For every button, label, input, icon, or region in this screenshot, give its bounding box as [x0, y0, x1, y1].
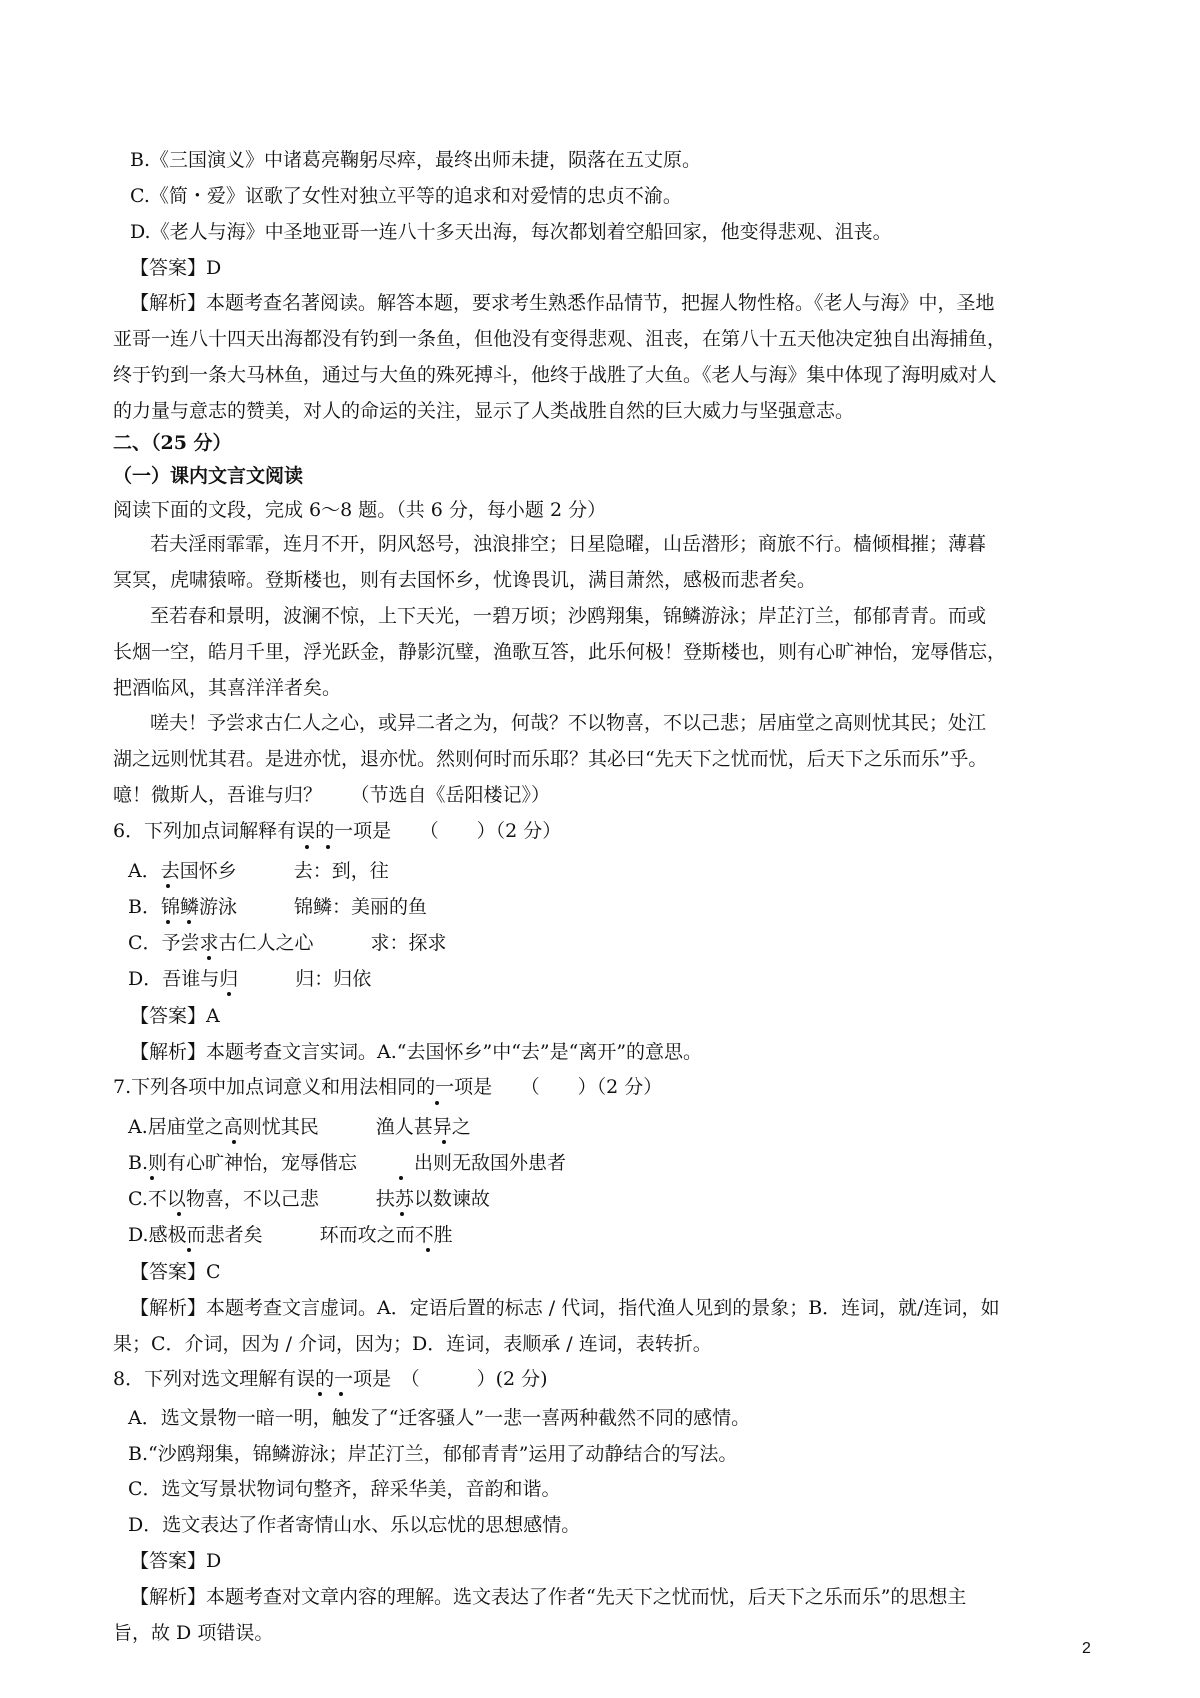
passage-line: 至若春和景明，波澜不惊，上下天光，一碧万顷；沙鸥翔集，锦鳞游泳；岸芷汀兰，郁郁青青。而或	[150, 605, 987, 627]
emphasis-dot	[339, 1392, 343, 1396]
analysis-line: 【解析】本题考查文言实词。A.“去国怀乡”中“去”是“离开”的意思。	[130, 1041, 703, 1063]
emphasis-dot	[435, 1101, 439, 1105]
question-8: 8．下列对选文理解有误的一项是 （ ）(2 分)	[113, 1368, 548, 1390]
question-6-option-d: D．吾谁与归 归：归依	[128, 968, 372, 990]
question-7-option-b: B.则有心旷神怡，宠辱偕忘 出则无敌国外患者	[128, 1152, 567, 1174]
question-7-option-c: C.不以物喜，不以己悲 扶苏以数谏故	[128, 1188, 490, 1210]
passage-line: 湖之远则忧其君。是进亦忧，退亦忧。然则何时而乐耶？其必曰“先天下之忧而忧，后天下之乐而乐”乎。	[113, 748, 988, 770]
emphasis-dot	[399, 1176, 403, 1180]
question-6-option-a: A．去国怀乡 去：到，往	[128, 860, 389, 882]
emphasis-dot	[150, 1176, 154, 1180]
analysis-line: 旨，故 D 项错误。	[113, 1622, 274, 1644]
emphasis-dot	[400, 1212, 404, 1216]
analysis-line: 果；C．介词，因为 / 介词，因为；D．连词，表顺承 / 连词，表转折。	[113, 1333, 712, 1355]
emphasis-dot	[227, 992, 231, 996]
passage-line: 把酒临风，其喜洋洋者矣。	[113, 677, 342, 699]
passage-line: 长烟一空，皓月千里，浮光跃金，静影沉璧，渔歌互答，此乐何极！登斯楼也，则有心旷神怡，宠辱偕忘，	[113, 641, 1007, 663]
emphasis-dot	[232, 1140, 236, 1144]
emphasis-dot	[166, 920, 170, 924]
question-7: 7.下列各项中加点词意义和用法相同的一项是 （ ）（2 分）	[113, 1076, 663, 1098]
question-8-option-b: B.“沙鸥翔集，锦鳞游泳；岸芷汀兰，郁郁青青”运用了动静结合的写法。	[128, 1443, 738, 1465]
answer-line: 【答案】D	[130, 257, 222, 279]
answer-line: 【答案】A	[130, 1005, 220, 1027]
option-b-line: B.《三国演义》中诸葛亮鞠躬尽瘁，最终出师未捷，陨落在五丈原。	[130, 149, 702, 171]
question-7-option-a: A.居庙堂之高则忧其民 渔人甚异之	[128, 1116, 471, 1138]
question-8-option-a: A．选文景物一暗一明，触发了“迁客骚人”一悲一喜两种截然不同的感情。	[128, 1407, 751, 1429]
question-7-option-d: D.感极而悲者矣 环而攻之而不胜	[128, 1224, 453, 1246]
analysis-line: 的力量与意志的赞美，对人的命运的关注，显示了人类战胜自然的巨大威力与坚强意志。	[113, 400, 855, 422]
question-8-option-d: D．选文表达了作者寄情山水、乐以忘忧的思想感情。	[128, 1514, 581, 1536]
reading-instruction: 阅读下面的文段，完成 6～8 题。（共 6 分，每小题 2 分）	[113, 499, 607, 521]
page-number: 2	[1082, 1640, 1091, 1657]
passage-line: 噫！微斯人，吾谁与归？ （节选自《岳阳楼记》）	[113, 784, 551, 806]
question-6-option-b: B．锦鳞游泳 锦鳞：美丽的鱼	[128, 896, 427, 918]
question-6-option-c: C．予尝求古仁人之心 求：探求	[128, 932, 447, 954]
option-d-line: D.《老人与海》中圣地亚哥一连八十多天出海，每次都划着空船回家，他变得悲观、沮丧。	[130, 221, 892, 243]
question-8-option-c: C．选文写景状物词句整齐，辞采华美，音韵和谐。	[128, 1478, 561, 1500]
emphasis-dot	[442, 1140, 446, 1144]
analysis-line: 亚哥一连八十四天出海都没有钓到一条鱼，但他没有变得悲观、沮丧，在第八十五天他决定独自出海捕鱼，	[113, 328, 1007, 350]
emphasis-dot	[305, 845, 309, 849]
analysis-line: 终于钓到一条大马林鱼，通过与大鱼的殊死搏斗，他终于战胜了大鱼。《老人与海》集中体现了海明威对人	[113, 364, 997, 386]
emphasis-dot	[187, 1248, 191, 1252]
emphasis-dot	[187, 920, 191, 924]
passage-line: 嗟夫！予尝求古仁人之心，或异二者之为，何哉？不以物喜，不以己悲；居庙堂之高则忧其民；处江	[150, 712, 987, 734]
analysis-line: 【解析】本题考查文言虚词。A．定语后置的标志 / 代词，指代渔人见到的景象；B．连词，就/连词，如	[130, 1297, 1000, 1319]
answer-line: 【答案】D	[130, 1550, 222, 1572]
emphasis-dot	[207, 956, 211, 960]
option-c-line: C.《简・爱》讴歌了女性对独立平等的追求和对爱情的忠贞不渝。	[130, 185, 682, 207]
emphasis-dot	[177, 1212, 181, 1216]
analysis-line: 【解析】本题考查对文章内容的理解。选文表达了作者“先天下之忧而忧，后天下之乐而乐”的思想主	[130, 1586, 967, 1608]
emphasis-dot	[166, 884, 170, 888]
emphasis-dot	[326, 845, 330, 849]
analysis-line: 【解析】本题考查名著阅读。解答本题，要求考生熟悉作品情节，把握人物性格。《老人与海》中，圣地	[130, 292, 995, 314]
emphasis-dot	[426, 1248, 430, 1252]
passage-line: 冥冥，虎啸猿啼。登斯楼也，则有去国怀乡，忧谗畏讥，满目萧然，感极而悲者矣。	[113, 569, 817, 591]
emphasis-dot	[318, 1392, 322, 1396]
answer-line: 【答案】C	[130, 1261, 221, 1283]
question-6: 6．下列加点词解释有误的一项是 （ ）（2 分）	[113, 820, 562, 842]
section-heading: 二、（25 分）	[113, 432, 232, 454]
passage-line: 若夫淫雨霏霏，连月不开，阴风怒号，浊浪排空；日星隐曜，山岳潜形；商旅不行。樯倾楫摧；薄暮	[150, 533, 987, 555]
subsection-heading: （一）课内文言文阅读	[113, 465, 304, 487]
